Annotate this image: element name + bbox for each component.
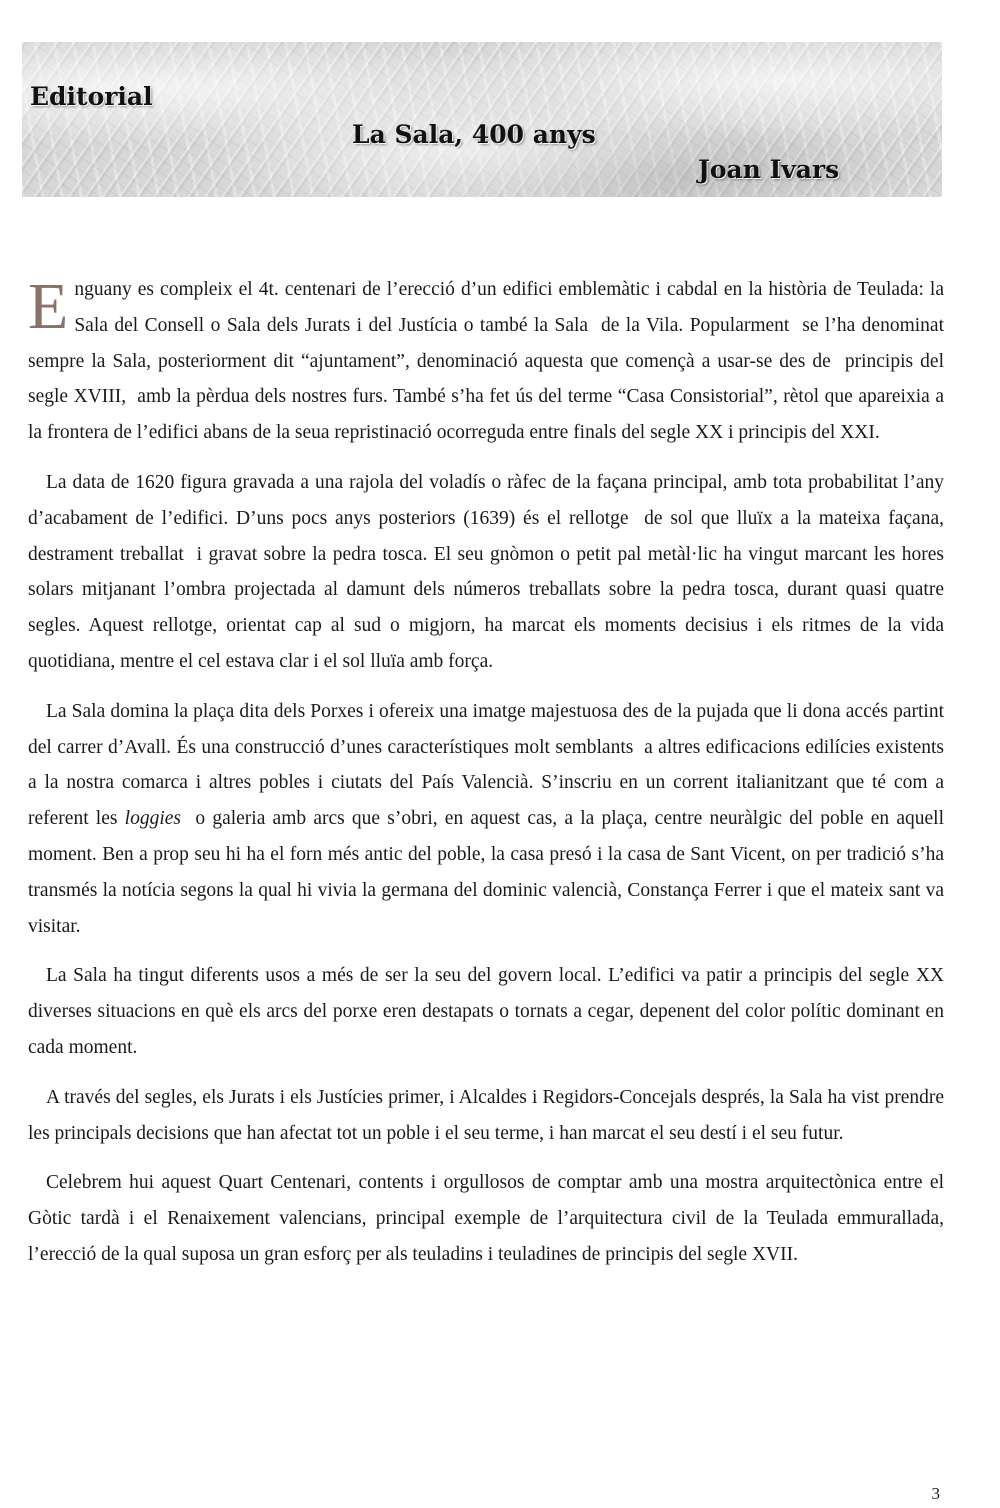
drop-cap: E	[28, 270, 69, 343]
section-label: Editorial	[30, 82, 153, 111]
paragraph-1	[28, 272, 944, 451]
paragraph-3	[28, 694, 944, 945]
paragraph-3-text-a: La Sala domina la plaça dita dels Porxes i ofereix una imatge majestuosa des de la pujada que li dona accés partint del carrer d’Avall. És una construcció d’unes característiques molt semblants a altres edificacions edilícies existents a la nostra comarca i altres pobles i ciutats del País Valencià. S’inscriu en un corrent italianitzant que té com a referent les	[28, 700, 944, 830]
paragraph-3-text-b: o galeria amb arcs que s’obri, en aquest cas, a la plaça, centre neuràlgic del poble en aquell moment. Ben a prop seu hi ha el forn més antic del poble, la casa presó i la casa de Sant Vicent, on per tradició s’ha transmés la notícia segons la qual hi vivia la germana del dominic valencià, Constança Ferrer i que el mateix sant va visitar.	[28, 808, 944, 937]
paragraph-1-text: nguany es compleix el 4t. centenari de l’erecció d’un edifici emblemàtic i cabdal en la història de Teulada: la Sala del Consell o Sala dels Jurats i del Justícia o també la Sala de la Vila. Popularment se l’ha denominat sempre la Sala, posteriorment dit “ajuntament”, denominació aquesta que començà a usar-se des de principis del segle XVIII, amb la pèrdua dels nostres furs. També s’ha fet ús del terme “Casa Consistorial”, rètol que apareixia a la frontera de l’edifici abans de la seua repristinació ocorreguda entre finals del segle XX i principis del XXI.	[28, 279, 944, 444]
paragraph-2: La data de 1620 figura gravada a una rajola del voladís o ràfec de la façana principal, amb tota probabilitat l’any d’acabament de l’edifici. D’uns pocs anys posteriors (1639) és el rellotge de sol que lluïx a la mateixa façana, destrament treballat i gravat sobre la pedra tosca. El seu gnòmon o petit pal metàl·lic ha vingut marcant les hores solars mitjanant l’ombra projectada al damunt dels números treballats sobre la pedra tosca, durant quasi quatre segles. Aquest rellotge, orientat cap al sud o migjorn, ha marcat els moments decisius i els ritmes de la vida quotidiana, mentre el cel estava clar i el sol lluïa amb força.	[28, 471, 944, 672]
article-body	[28, 272, 944, 1287]
page-number: 3	[931, 1484, 940, 1503]
paragraph-4: La Sala ha tingut diferents usos a més de ser la seu del govern local. L’edifici va patir a principis del segle XX diverses situacions en què els arcs del porxe eren destapats o tornats a cegar, depenent del color polític dominant en cada moment.	[28, 965, 944, 1058]
paragraph-3-italic: loggies	[124, 808, 181, 830]
paragraph-5: A través del segles, els Jurats i els Justícies primer, i Alcaldes i Regidors-Concejals després, la Sala ha vist prendre les principals decisions que han afectat tot un poble i el seu terme, i han marcat el seu destí i el seu futur.	[28, 1086, 944, 1144]
header-banner	[22, 42, 942, 197]
paragraph-6: Celebrem hui aquest Quart Centenari, contents i orgullosos de comptar amb una mostra arquitectònica entre el Gòtic tardà i el Renaixement valencians, principal exemple de l’arquitectura civil de la Teulada emmurallada, l’erecció de la qual suposa un gran esforç per als teuladins i teuladines de principis del segle XVII.	[28, 1172, 944, 1265]
article-title: La Sala, 400 anys	[352, 120, 596, 149]
author-name: Joan Ivars	[698, 155, 840, 184]
